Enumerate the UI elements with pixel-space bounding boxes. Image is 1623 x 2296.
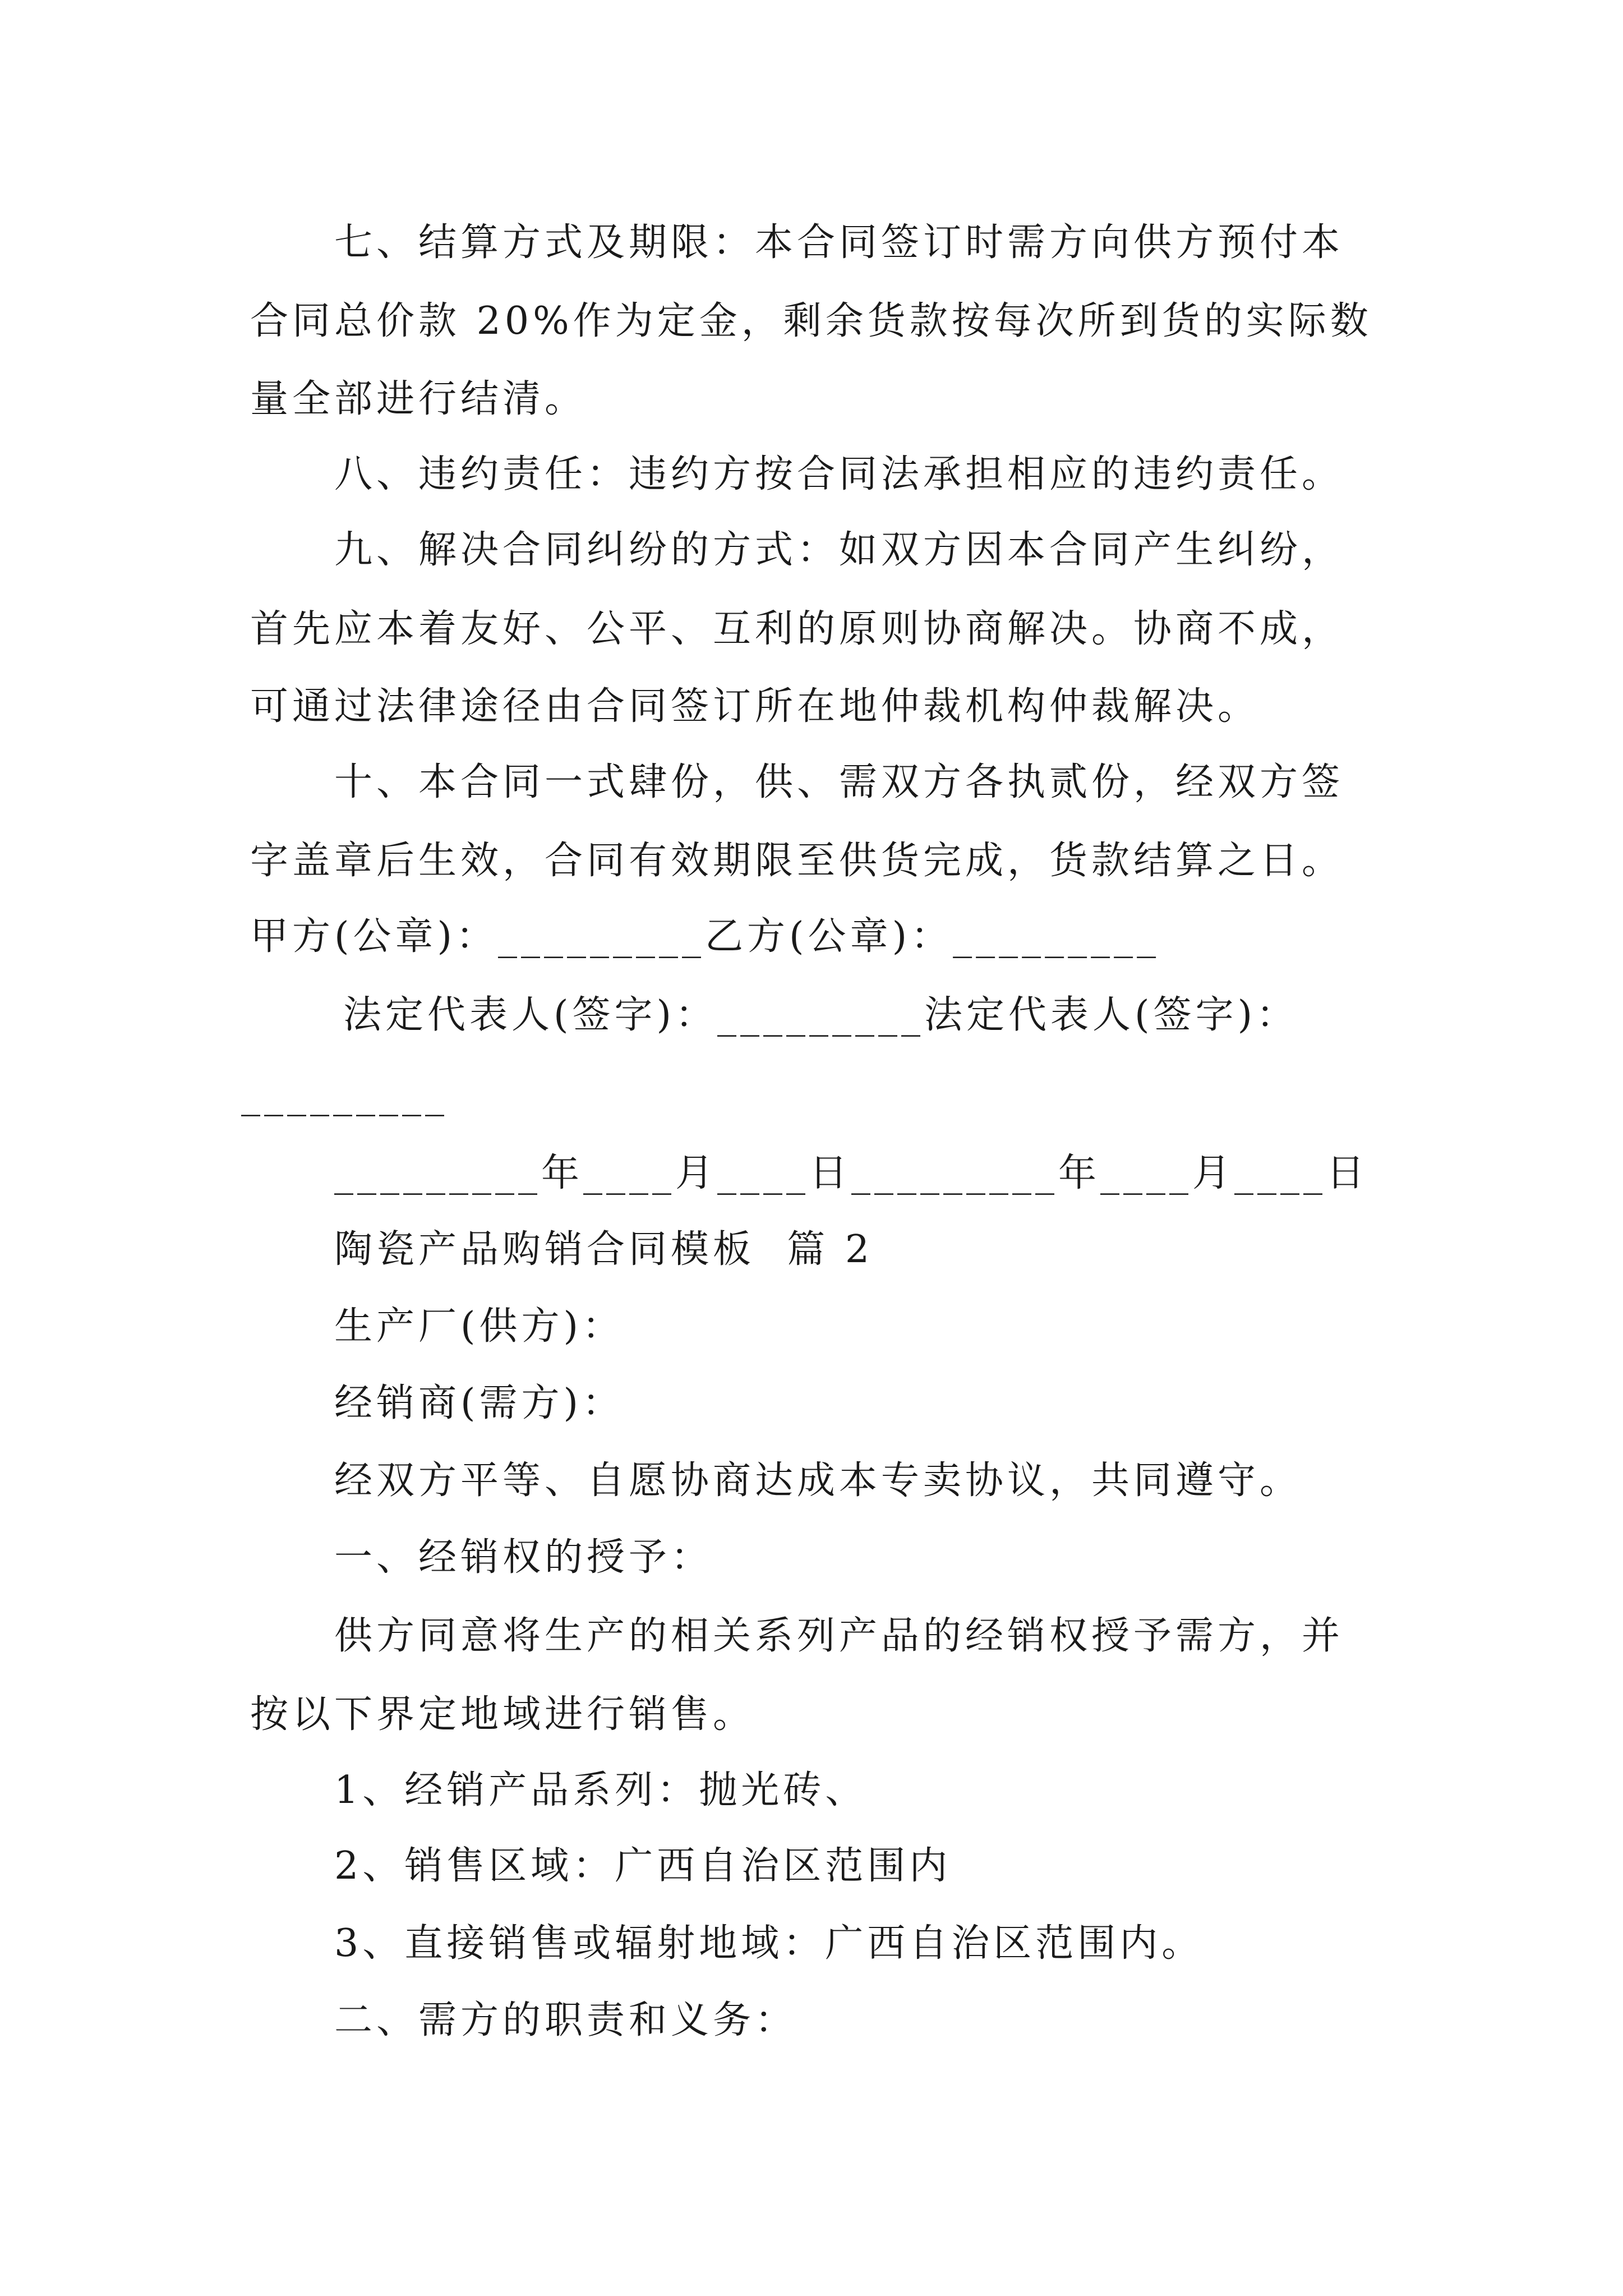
section9-line2: 首先应本着友好、公平、互利的原则协商解决。协商不成， bbox=[250, 607, 1344, 651]
signing-date-line: _________年____月____日_________年____月____日 bbox=[334, 1151, 1369, 1195]
section8-line1: 八、违约责任：违约方按合同法承担相应的违约责任。 bbox=[334, 452, 1344, 496]
section9-line3: 可通过法律途径由合同签订所在地仲裁机构仲裁解决。 bbox=[250, 684, 1260, 729]
section10-line2: 字盖章后生效，合同有效期限至供货完成，货款结算之日。 bbox=[250, 839, 1344, 883]
clause1-title: 一、经销权的授予： bbox=[334, 1535, 713, 1580]
dealer-line: 经销商(需方)： bbox=[334, 1381, 625, 1425]
section7-line3: 量全部进行结清。 bbox=[250, 377, 587, 421]
legal-representative-line: 法定代表人(签字)：_________法定代表人(签字)： bbox=[343, 993, 1299, 1037]
party-seals-line: 甲方(公章)：_________乙方(公章)：_________ bbox=[250, 914, 1160, 959]
supplier-line: 生产厂(供方)： bbox=[334, 1304, 625, 1349]
agreement-intro: 经双方平等、自愿协商达成本专卖协议，共同遵守。 bbox=[334, 1458, 1302, 1503]
section10-line1: 十、本合同一式肆份，供、需双方各执贰份，经双方签 bbox=[334, 760, 1344, 804]
clause2-title: 二、需方的职责和义务： bbox=[334, 1998, 797, 2042]
part2-heading: 陶瓷产品购销合同模板 篇 2 bbox=[334, 1227, 874, 1272]
clause1-item1: 1、经销产品系列：抛光砖、 bbox=[334, 1768, 868, 1812]
clause1-body-line1: 供方同意将生产的相关系列产品的经销权授予需方，并 bbox=[334, 1614, 1344, 1658]
clause1-item3: 3、直接销售或辐射地域：广西自治区范围内。 bbox=[334, 1921, 1204, 1966]
legal-representative-blank: _________ bbox=[241, 1073, 448, 1117]
clause1-body-line2: 按以下界定地域进行销售。 bbox=[250, 1692, 755, 1737]
section7-line1: 七、结算方式及期限：本合同签订时需方向供方预付本 bbox=[334, 220, 1344, 265]
section9-line1: 九、解决合同纠纷的方式：如双方因本合同产生纠纷， bbox=[334, 528, 1344, 572]
clause1-item2: 2、销售区域：广西自治区范围内 bbox=[334, 1844, 952, 1888]
section7-line2: 合同总价款 20%作为定金，剩余货款按每次所到货的实际数 bbox=[250, 299, 1372, 343]
